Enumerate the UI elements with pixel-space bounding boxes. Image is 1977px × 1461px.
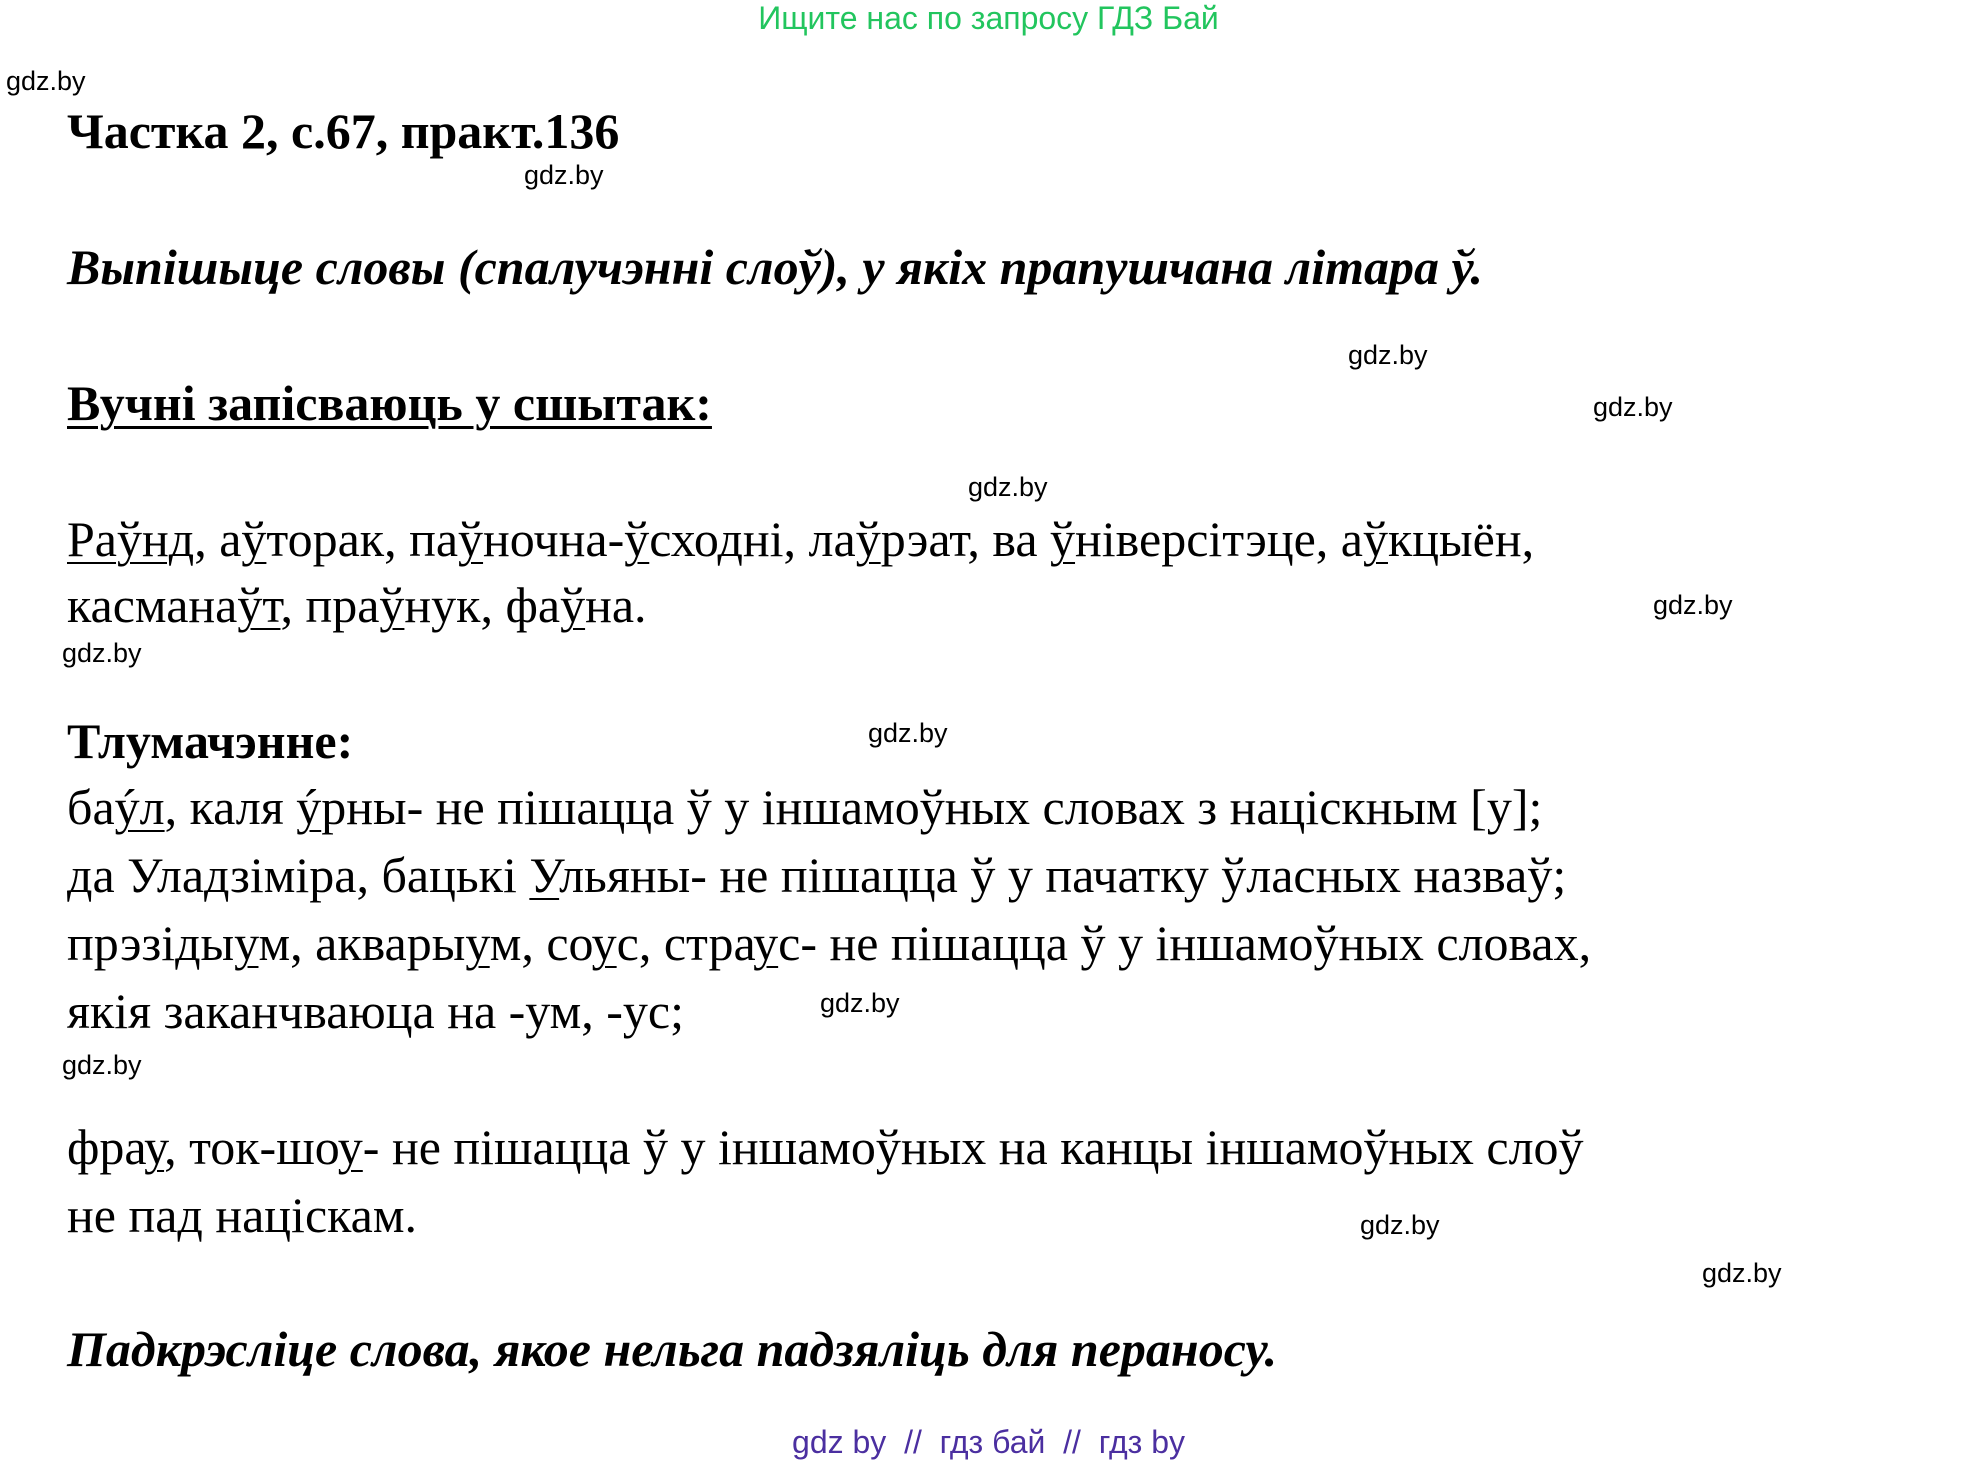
text-segment: не пад націскам. (67, 1187, 417, 1243)
heading-explanation: Тлумачэнне: (67, 713, 354, 769)
text-segment: касмана (67, 577, 238, 633)
watermark: gdz.by (62, 638, 142, 668)
underlined-segment: ў (1362, 511, 1388, 567)
underlined-segment: ý (296, 779, 322, 835)
watermark: gdz.by (524, 160, 604, 190)
text-segment: прэзіды (67, 915, 235, 971)
heading-notebook: Вучні запісваюць у сшытак: (67, 375, 712, 431)
underlined-segment: у (753, 915, 779, 971)
underlined-segment: ýл (114, 779, 165, 835)
underlined-segment: Раўнд (67, 511, 195, 567)
text-segment: кцыён, (1387, 511, 1535, 567)
underlined-segment: у (591, 915, 617, 971)
text-segment: на. (585, 577, 647, 633)
explanation-line-6 (67, 1186, 417, 1244)
text-segment: ніверсітэце, а (1075, 511, 1363, 567)
text-segment: с, стра (616, 915, 754, 971)
watermark: gdz.by (6, 66, 86, 96)
underlined-segment: ў (624, 511, 650, 567)
text-segment: рэат, ва (880, 511, 1051, 567)
text-segment: м, аквары (258, 915, 466, 971)
text-segment: да Уладзіміра, бацькі (67, 847, 530, 903)
underlined-segment: У (529, 847, 560, 903)
text-segment: нук, фа (404, 577, 561, 633)
underlined-segment: у (144, 1119, 165, 1175)
text-segment: - не пішацца ў у іншамоўных на канцы іншамоўных слоў (362, 1119, 1584, 1175)
watermark: gdz.by (968, 472, 1048, 502)
watermark: gdz.by (1702, 1258, 1782, 1288)
text-segment: м, со (489, 915, 592, 971)
top-banner: Ищите нас по запросу ГДЗ Бай (758, 0, 1219, 36)
task-instruction-2: Падкрэсліце слова, якое нельга падзяліць для пераносу. (67, 1321, 1278, 1377)
page-title: Частка 2, с.67, практ.136 (67, 103, 620, 159)
text-segment: , пра (280, 577, 380, 633)
underlined-segment: ўт (237, 577, 281, 633)
explanation-line-1 (67, 778, 1542, 836)
watermark: gdz.by (868, 718, 948, 748)
underlined-segment: ў (241, 511, 267, 567)
underlined-segment: ў (379, 577, 405, 633)
text-segment: с- не пішацца ў у іншамоўных словах, (778, 915, 1592, 971)
watermark: gdz.by (1360, 1210, 1440, 1240)
text-segment: торак, па (266, 511, 459, 567)
text-segment: , ток-шо (164, 1119, 338, 1175)
underlined-segment: у (465, 915, 490, 971)
watermark: gdz.by (1348, 340, 1428, 370)
text-segment: , каля (164, 779, 297, 835)
explanation-line-4 (67, 982, 684, 1040)
underlined-segment: ў (458, 511, 484, 567)
footer-links: gdz by // гдз бай // гдз by (792, 1424, 1185, 1460)
watermark: gdz.by (1653, 590, 1733, 620)
underlined-segment: ў (1050, 511, 1076, 567)
text-segment: фра (67, 1119, 145, 1175)
underlined-segment: ў (855, 511, 881, 567)
text-segment: ба (67, 779, 115, 835)
underlined-segment: у (337, 1119, 363, 1175)
underlined-segment: ў (560, 577, 586, 633)
explanation-line-2 (67, 846, 1566, 904)
text-segment: сходні, ла (649, 511, 856, 567)
underlined-segment: у (234, 915, 259, 971)
answer-line-1 (67, 510, 1534, 568)
explanation-line-3 (67, 914, 1591, 972)
explanation-line-5 (67, 1118, 1584, 1176)
answer-line-2 (67, 576, 647, 634)
watermark: gdz.by (1593, 392, 1673, 422)
watermark: gdz.by (62, 1050, 142, 1080)
text-segment: рны- не пішацца ў у іншамоўных словах з націскным [у]; (321, 779, 1543, 835)
text-segment: якія заканчваюца на -ум, -ус; (67, 983, 685, 1039)
text-segment: , а (194, 511, 242, 567)
text-segment: льяны- не пішацца ў у пачатку ўласных назваў; (559, 847, 1567, 903)
watermark: gdz.by (820, 988, 900, 1018)
text-segment: ночна- (483, 511, 625, 567)
task-instruction-1: Выпішыце словы (спалучэнні слоў), у якіх прапушчана літара ў. (67, 239, 1484, 295)
